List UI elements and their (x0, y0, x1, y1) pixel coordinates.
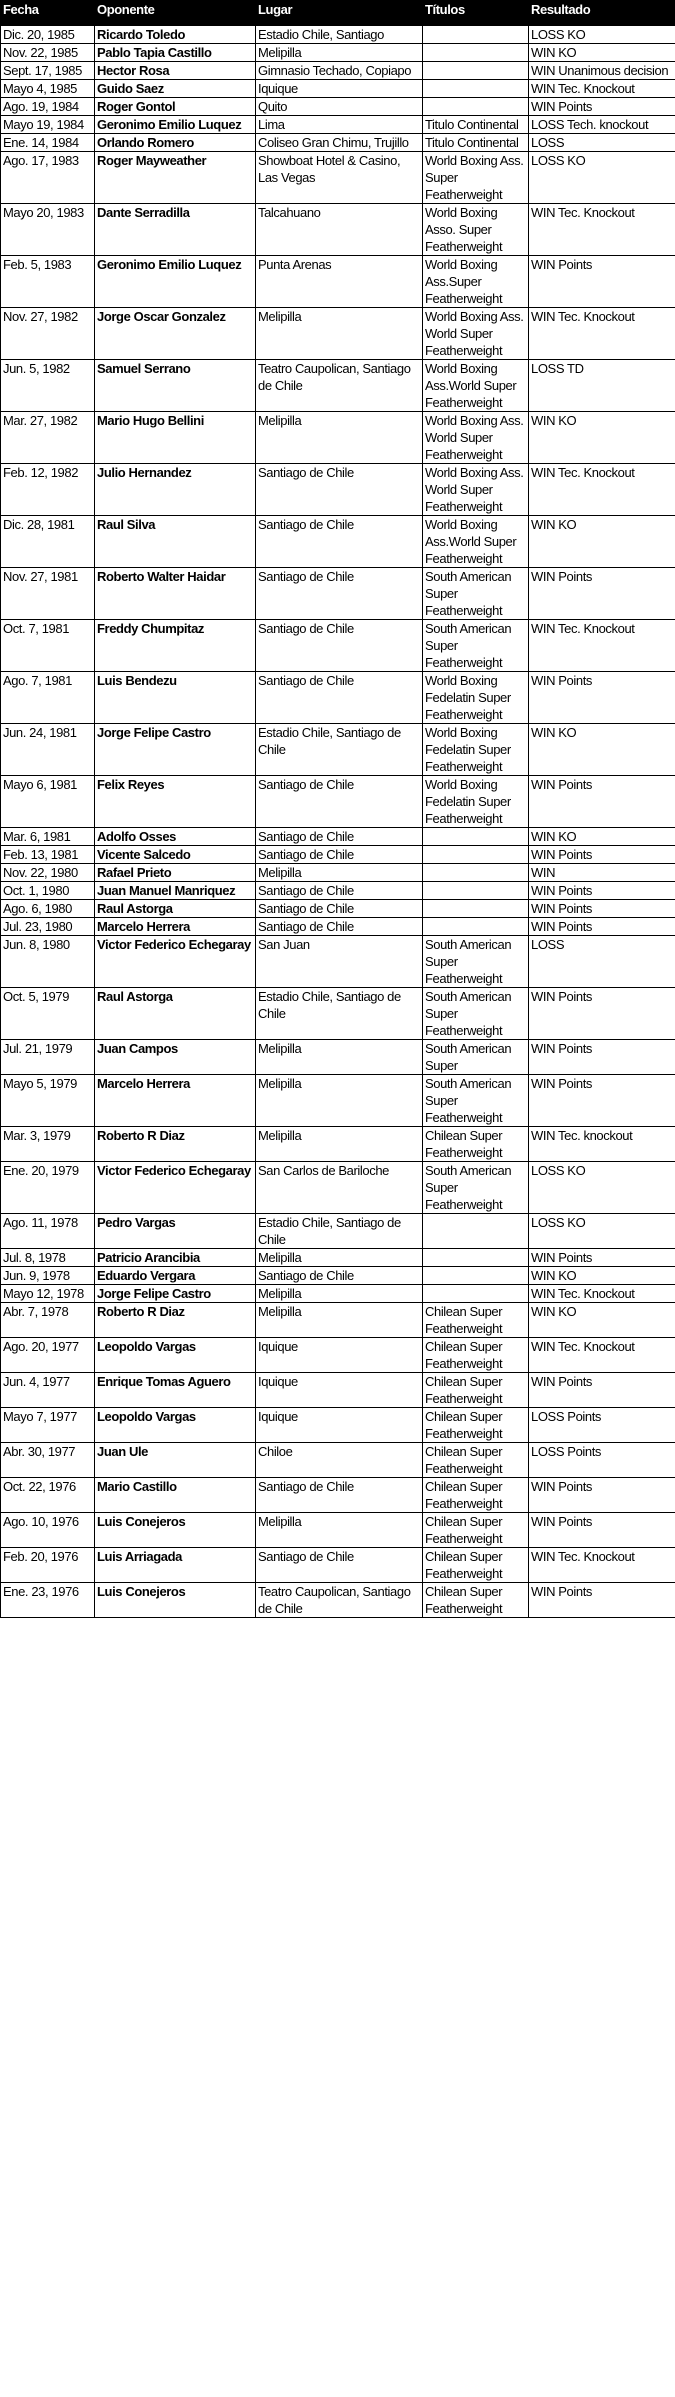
cell-lugar: Santiago de Chile (256, 568, 423, 620)
cell-resultado: WIN Tec. Knockout (529, 1548, 675, 1583)
cell-titulos: Chilean Super Featherweight (423, 1443, 529, 1478)
cell-fecha: Mayo 4, 1985 (1, 80, 95, 98)
cell-titulos (423, 900, 529, 918)
cell-resultado: WIN Tec. Knockout (529, 620, 675, 672)
cell-fecha: Feb. 5, 1983 (1, 256, 95, 308)
table-row (1, 672, 675, 724)
cell-fecha: Jul. 8, 1978 (1, 1249, 95, 1267)
cell-lugar: Melipilla (256, 412, 423, 464)
cell-resultado: WIN Points (529, 882, 675, 900)
cell-oponente: Juan Manuel Manriquez (95, 882, 256, 900)
cell-resultado: WIN KO (529, 44, 675, 62)
table-row (1, 846, 675, 864)
cell-resultado: LOSS (529, 936, 675, 988)
cell-lugar: Melipilla (256, 1075, 423, 1127)
header-titulos: Títulos (423, 1, 529, 26)
cell-lugar: Santiago de Chile (256, 1548, 423, 1583)
cell-fecha: Jun. 9, 1978 (1, 1267, 95, 1285)
cell-lugar: Teatro Caupolican, Santiago de Chile (256, 1583, 423, 1618)
cell-titulos (423, 864, 529, 882)
cell-titulos: Chilean Super Featherweight (423, 1478, 529, 1513)
cell-titulos (423, 882, 529, 900)
cell-lugar: Melipilla (256, 864, 423, 882)
cell-resultado: WIN KO (529, 412, 675, 464)
cell-fecha: Ago. 10, 1976 (1, 1513, 95, 1548)
cell-resultado: WIN KO (529, 724, 675, 776)
cell-fecha: Mayo 7, 1977 (1, 1408, 95, 1443)
cell-oponente: Julio Hernandez (95, 464, 256, 516)
cell-titulos: South American Super Featherweight (423, 936, 529, 988)
table-row (1, 1408, 675, 1443)
cell-resultado: WIN Points (529, 1513, 675, 1548)
header-resultado: Resultado (529, 1, 675, 26)
cell-oponente: Roberto Walter Haidar (95, 568, 256, 620)
cell-lugar: Melipilla (256, 1513, 423, 1548)
cell-lugar: Santiago de Chile (256, 900, 423, 918)
cell-resultado: WIN Points (529, 1249, 675, 1267)
table-row (1, 882, 675, 900)
cell-lugar: Santiago de Chile (256, 1267, 423, 1285)
cell-oponente: Raul Astorga (95, 900, 256, 918)
cell-titulos: World Boxing Asso. Super Featherweight (423, 204, 529, 256)
cell-lugar: Santiago de Chile (256, 516, 423, 568)
cell-oponente: Luis Conejeros (95, 1513, 256, 1548)
cell-titulos: World Boxing Ass.World Super Featherweight (423, 360, 529, 412)
cell-resultado: WIN Tec. Knockout (529, 204, 675, 256)
cell-resultado: WIN Tec. Knockout (529, 1285, 675, 1303)
cell-fecha: Ene. 20, 1979 (1, 1162, 95, 1214)
cell-lugar: Iquique (256, 80, 423, 98)
cell-titulos (423, 1214, 529, 1249)
cell-fecha: Jun. 24, 1981 (1, 724, 95, 776)
cell-resultado: WIN Points (529, 1075, 675, 1127)
cell-titulos (423, 1267, 529, 1285)
table-row (1, 516, 675, 568)
cell-oponente: Raul Silva (95, 516, 256, 568)
cell-resultado: WIN Points (529, 918, 675, 936)
cell-oponente: Roberto R Diaz (95, 1127, 256, 1162)
cell-fecha: Jul. 21, 1979 (1, 1040, 95, 1075)
cell-lugar: Santiago de Chile (256, 828, 423, 846)
cell-resultado: WIN Tec. Knockout (529, 80, 675, 98)
cell-oponente: Luis Conejeros (95, 1583, 256, 1618)
header-fecha: Fecha (1, 1, 95, 26)
table-row (1, 464, 675, 516)
cell-fecha: Ago. 6, 1980 (1, 900, 95, 918)
cell-titulos: Titulo Continental (423, 134, 529, 152)
cell-titulos: World Boxing Ass. World Super Featherweight (423, 308, 529, 360)
table-row (1, 412, 675, 464)
cell-lugar: San Carlos de Bariloche (256, 1162, 423, 1214)
table-row (1, 568, 675, 620)
cell-resultado: WIN KO (529, 1267, 675, 1285)
cell-oponente: Leopoldo Vargas (95, 1408, 256, 1443)
cell-oponente: Roger Mayweather (95, 152, 256, 204)
table-row (1, 1267, 675, 1285)
table-row (1, 26, 675, 44)
cell-lugar: Santiago de Chile (256, 620, 423, 672)
cell-oponente: Luis Arriagada (95, 1548, 256, 1583)
table-row (1, 724, 675, 776)
cell-oponente: Vicente Salcedo (95, 846, 256, 864)
cell-lugar: Estadio Chile, Santiago de Chile (256, 1214, 423, 1249)
cell-fecha: Oct. 22, 1976 (1, 1478, 95, 1513)
cell-lugar: Estadio Chile, Santiago de Chile (256, 988, 423, 1040)
cell-fecha: Mayo 19, 1984 (1, 116, 95, 134)
cell-lugar: Santiago de Chile (256, 776, 423, 828)
cell-fecha: Dic. 28, 1981 (1, 516, 95, 568)
table-row (1, 918, 675, 936)
cell-oponente: Marcelo Herrera (95, 918, 256, 936)
cell-resultado: WIN Tec. Knockout (529, 464, 675, 516)
cell-lugar: Melipilla (256, 1127, 423, 1162)
cell-titulos: World Boxing Fedelatin Super Featherweight (423, 776, 529, 828)
table-row (1, 1162, 675, 1214)
table-row (1, 1443, 675, 1478)
cell-oponente: Leopoldo Vargas (95, 1338, 256, 1373)
cell-oponente: Ricardo Toledo (95, 26, 256, 44)
cell-oponente: Mario Castillo (95, 1478, 256, 1513)
cell-fecha: Mayo 12, 1978 (1, 1285, 95, 1303)
cell-fecha: Feb. 20, 1976 (1, 1548, 95, 1583)
cell-titulos (423, 828, 529, 846)
cell-resultado: WIN Tec. Knockout (529, 1338, 675, 1373)
cell-oponente: Hector Rosa (95, 62, 256, 80)
cell-resultado: LOSS Points (529, 1408, 675, 1443)
cell-titulos: Chilean Super Featherweight (423, 1127, 529, 1162)
cell-resultado: WIN KO (529, 1303, 675, 1338)
cell-resultado: WIN KO (529, 516, 675, 568)
table-row (1, 936, 675, 988)
cell-titulos (423, 80, 529, 98)
cell-resultado: WIN Points (529, 568, 675, 620)
cell-lugar: Santiago de Chile (256, 672, 423, 724)
cell-titulos (423, 846, 529, 864)
table-row (1, 828, 675, 846)
cell-oponente: Felix Reyes (95, 776, 256, 828)
cell-oponente: Samuel Serrano (95, 360, 256, 412)
cell-titulos (423, 26, 529, 44)
table-row (1, 1127, 675, 1162)
cell-resultado: WIN Points (529, 98, 675, 116)
cell-fecha: Nov. 27, 1982 (1, 308, 95, 360)
cell-lugar: Melipilla (256, 1249, 423, 1267)
header-oponente: Oponente (95, 1, 256, 26)
cell-titulos: World Boxing Fedelatin Super Featherweight (423, 724, 529, 776)
table-row (1, 360, 675, 412)
cell-fecha: Ago. 7, 1981 (1, 672, 95, 724)
cell-fecha: Mar. 27, 1982 (1, 412, 95, 464)
cell-fecha: Mayo 20, 1983 (1, 204, 95, 256)
cell-lugar: Lima (256, 116, 423, 134)
table-row (1, 1249, 675, 1267)
cell-resultado: WIN Points (529, 256, 675, 308)
header-lugar: Lugar (256, 1, 423, 26)
cell-oponente: Roberto R Diaz (95, 1303, 256, 1338)
cell-titulos: Chilean Super Featherweight (423, 1513, 529, 1548)
table-row (1, 864, 675, 882)
cell-oponente: Juan Campos (95, 1040, 256, 1075)
cell-lugar: Santiago de Chile (256, 464, 423, 516)
cell-oponente: Mario Hugo Bellini (95, 412, 256, 464)
cell-lugar: Quito (256, 98, 423, 116)
cell-oponente: Patricio Arancibia (95, 1249, 256, 1267)
cell-resultado: WIN Points (529, 672, 675, 724)
cell-resultado: WIN (529, 864, 675, 882)
cell-resultado: LOSS Points (529, 1443, 675, 1478)
cell-oponente: Victor Federico Echegaray (95, 1162, 256, 1214)
cell-resultado: LOSS (529, 134, 675, 152)
cell-lugar: San Juan (256, 936, 423, 988)
cell-lugar: Melipilla (256, 1285, 423, 1303)
table-row (1, 98, 675, 116)
cell-lugar: Showboat Hotel & Casino, Las Vegas (256, 152, 423, 204)
cell-lugar: Iquique (256, 1338, 423, 1373)
cell-lugar: Gimnasio Techado, Copiapo (256, 62, 423, 80)
cell-lugar: Santiago de Chile (256, 882, 423, 900)
cell-titulos (423, 98, 529, 116)
table-row (1, 900, 675, 918)
cell-lugar: Chiloe (256, 1443, 423, 1478)
cell-oponente: Adolfo Osses (95, 828, 256, 846)
cell-fecha: Nov. 22, 1985 (1, 44, 95, 62)
cell-fecha: Mayo 6, 1981 (1, 776, 95, 828)
table-row (1, 204, 675, 256)
cell-resultado: WIN Tec. knockout (529, 1127, 675, 1162)
cell-resultado: WIN Points (529, 846, 675, 864)
cell-oponente: Victor Federico Echegaray (95, 936, 256, 988)
cell-titulos: Chilean Super Featherweight (423, 1583, 529, 1618)
cell-resultado: LOSS Tech. knockout (529, 116, 675, 134)
cell-fecha: Dic. 20, 1985 (1, 26, 95, 44)
table-row (1, 1583, 675, 1618)
cell-fecha: Mar. 3, 1979 (1, 1127, 95, 1162)
cell-fecha: Mayo 5, 1979 (1, 1075, 95, 1127)
cell-fecha: Oct. 1, 1980 (1, 882, 95, 900)
cell-resultado: WIN Points (529, 776, 675, 828)
cell-fecha: Jun. 5, 1982 (1, 360, 95, 412)
cell-fecha: Nov. 22, 1980 (1, 864, 95, 882)
cell-fecha: Nov. 27, 1981 (1, 568, 95, 620)
table-row (1, 44, 675, 62)
cell-resultado: WIN Points (529, 988, 675, 1040)
cell-oponente: Dante Serradilla (95, 204, 256, 256)
cell-oponente: Enrique Tomas Aguero (95, 1373, 256, 1408)
cell-oponente: Juan Ule (95, 1443, 256, 1478)
cell-fecha: Ago. 20, 1977 (1, 1338, 95, 1373)
cell-titulos (423, 62, 529, 80)
cell-titulos: World Boxing Ass.World Super Featherweight (423, 516, 529, 568)
table-row (1, 1214, 675, 1249)
cell-lugar: Talcahuano (256, 204, 423, 256)
cell-oponente: Jorge Felipe Castro (95, 1285, 256, 1303)
table-row (1, 1285, 675, 1303)
cell-resultado: WIN Points (529, 1373, 675, 1408)
cell-resultado: WIN Points (529, 1583, 675, 1618)
cell-resultado: LOSS TD (529, 360, 675, 412)
record-body (1, 26, 675, 1618)
cell-oponente: Rafael Prieto (95, 864, 256, 882)
cell-lugar: Melipilla (256, 1040, 423, 1075)
cell-resultado: WIN KO (529, 828, 675, 846)
cell-oponente: Marcelo Herrera (95, 1075, 256, 1127)
cell-fecha: Oct. 5, 1979 (1, 988, 95, 1040)
table-row (1, 80, 675, 98)
cell-resultado: LOSS KO (529, 152, 675, 204)
cell-fecha: Ene. 14, 1984 (1, 134, 95, 152)
cell-fecha: Jun. 8, 1980 (1, 936, 95, 988)
cell-titulos: World Boxing Ass. World Super Featherweight (423, 464, 529, 516)
cell-oponente: Guido Saez (95, 80, 256, 98)
table-row (1, 1513, 675, 1548)
cell-lugar: Melipilla (256, 1303, 423, 1338)
header-row (1, 1, 675, 26)
table-row (1, 1040, 675, 1075)
cell-oponente: Geronimo Emilio Luquez (95, 256, 256, 308)
cell-resultado: LOSS KO (529, 1162, 675, 1214)
cell-fecha: Feb. 13, 1981 (1, 846, 95, 864)
cell-lugar: Estadio Chile, Santiago (256, 26, 423, 44)
cell-fecha: Abr. 7, 1978 (1, 1303, 95, 1338)
cell-titulos: Titulo Continental (423, 116, 529, 134)
cell-titulos (423, 44, 529, 62)
cell-titulos: South American Super Featherweight (423, 1075, 529, 1127)
cell-titulos (423, 1249, 529, 1267)
table-row (1, 62, 675, 80)
cell-titulos: Chilean Super Featherweight (423, 1373, 529, 1408)
cell-fecha: Ago. 17, 1983 (1, 152, 95, 204)
table-row (1, 1075, 675, 1127)
cell-lugar: Melipilla (256, 44, 423, 62)
cell-fecha: Oct. 7, 1981 (1, 620, 95, 672)
cell-titulos: World Boxing Ass.Super Featherweight (423, 256, 529, 308)
cell-oponente: Orlando Romero (95, 134, 256, 152)
cell-titulos (423, 918, 529, 936)
cell-fecha: Jul. 23, 1980 (1, 918, 95, 936)
cell-lugar: Teatro Caupolican, Santiago de Chile (256, 360, 423, 412)
cell-oponente: Geronimo Emilio Luquez (95, 116, 256, 134)
table-row (1, 776, 675, 828)
cell-titulos: South American Super Featherweight (423, 1162, 529, 1214)
table-row (1, 116, 675, 134)
cell-titulos: South American Super (423, 1040, 529, 1075)
cell-fecha: Abr. 30, 1977 (1, 1443, 95, 1478)
table-row (1, 620, 675, 672)
cell-fecha: Mar. 6, 1981 (1, 828, 95, 846)
cell-resultado: WIN Points (529, 1478, 675, 1513)
cell-oponente: Raul Astorga (95, 988, 256, 1040)
table-row (1, 308, 675, 360)
cell-lugar: Santiago de Chile (256, 918, 423, 936)
cell-lugar: Estadio Chile, Santiago de Chile (256, 724, 423, 776)
cell-resultado: LOSS KO (529, 26, 675, 44)
cell-oponente: Luis Bendezu (95, 672, 256, 724)
table-row (1, 256, 675, 308)
cell-titulos: South American Super Featherweight (423, 988, 529, 1040)
cell-fecha: Jun. 4, 1977 (1, 1373, 95, 1408)
table-row (1, 1548, 675, 1583)
cell-oponente: Pablo Tapia Castillo (95, 44, 256, 62)
table-row (1, 1478, 675, 1513)
table-row (1, 1373, 675, 1408)
cell-fecha: Ene. 23, 1976 (1, 1583, 95, 1618)
cell-oponente: Roger Gontol (95, 98, 256, 116)
cell-fecha: Ago. 11, 1978 (1, 1214, 95, 1249)
cell-resultado: LOSS KO (529, 1214, 675, 1249)
cell-titulos: World Boxing Ass. Super Featherweight (423, 152, 529, 204)
cell-lugar: Iquique (256, 1408, 423, 1443)
cell-oponente: Freddy Chumpitaz (95, 620, 256, 672)
cell-titulos: South American Super Featherweight (423, 568, 529, 620)
cell-resultado: WIN Points (529, 1040, 675, 1075)
cell-titulos: Chilean Super Featherweight (423, 1303, 529, 1338)
cell-lugar: Melipilla (256, 308, 423, 360)
cell-resultado: WIN Unanimous decision (529, 62, 675, 80)
cell-titulos: World Boxing Ass. World Super Featherweight (423, 412, 529, 464)
cell-titulos: World Boxing Fedelatin Super Featherweight (423, 672, 529, 724)
cell-fecha: Ago. 19, 1984 (1, 98, 95, 116)
table-row (1, 988, 675, 1040)
cell-lugar: Santiago de Chile (256, 1478, 423, 1513)
cell-oponente: Jorge Felipe Castro (95, 724, 256, 776)
cell-titulos: Chilean Super Featherweight (423, 1408, 529, 1443)
cell-lugar: Iquique (256, 1373, 423, 1408)
cell-lugar: Coliseo Gran Chimu, Trujillo (256, 134, 423, 152)
cell-lugar: Punta Arenas (256, 256, 423, 308)
cell-resultado: WIN Tec. Knockout (529, 308, 675, 360)
table-row (1, 152, 675, 204)
cell-resultado: WIN Points (529, 900, 675, 918)
cell-titulos (423, 1285, 529, 1303)
table-row (1, 1338, 675, 1373)
cell-titulos: Chilean Super Featherweight (423, 1548, 529, 1583)
cell-titulos: South American Super Featherweight (423, 620, 529, 672)
table-row (1, 1303, 675, 1338)
cell-oponente: Jorge Oscar Gonzalez (95, 308, 256, 360)
cell-titulos: Chilean Super Featherweight (423, 1338, 529, 1373)
cell-oponente: Pedro Vargas (95, 1214, 256, 1249)
cell-fecha: Sept. 17, 1985 (1, 62, 95, 80)
table-row (1, 134, 675, 152)
cell-oponente: Eduardo Vergara (95, 1267, 256, 1285)
cell-fecha: Feb. 12, 1982 (1, 464, 95, 516)
cell-lugar: Santiago de Chile (256, 846, 423, 864)
